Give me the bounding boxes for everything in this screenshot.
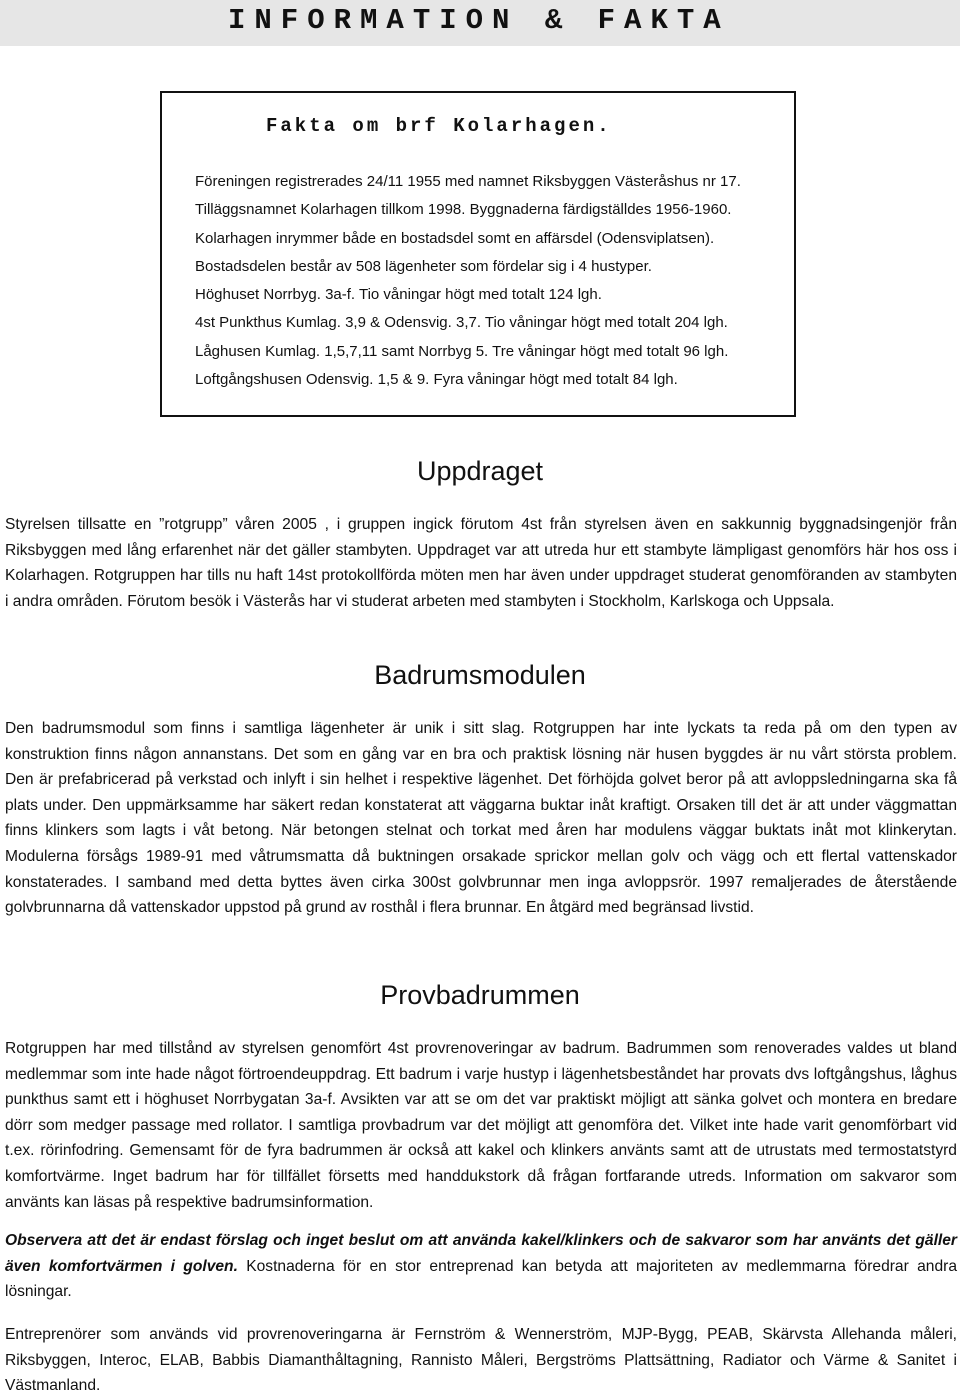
fact-line: Tilläggsnamnet Kolarhagen tillkom 1998. Byggnaderna färdigställdes 1956-1960. <box>195 201 732 219</box>
observera-emphasis: Observera att det är endast förslag och inget beslut om att använda kakel/klinkers och de sakvaror som har använts det gäller även komfortvärmen i golven. <box>5 1232 957 1275</box>
paragraph-badrumsmodulen: Den badrumsmodul som finns i samtliga lägenheter är unik i sitt slag. Rotgruppen har inte lyckats ta reda på om den typen av konstruktion finns någon annanstans. Det som en gång var en bra och praktisk lösning när husen byggdes är nu vårt största problem. Den är prefabricerad på verkstad och inlyft i sin helhet i respektive lägenhet. Det förhöjda golvet beror på att avloppsledningarna ska få plats under. Den uppmärksamme har säkert redan konstaterat att väggarna buktar inåt kraftigt. Orsaken till det är att under väggmattan finns klinkers som lagts i våt betong. När betongen stelnat och torkat med åren har modulens väggar buktats inåt mot klinkerytan. Modulerna försågs 1989-91 med våtrumsmatta då buktningen orsakade sprickor mellan golv och vägg och ett flertal vattenskador konstaterades. I samband med detta byttes även cirka 300st golvbrunnar men inga avloppsrör. 1997 remaljerades de återstående golvbrunnarna då vattenskador uppstod på grund av rosthål i flera brunnar. En åtgärd med begränsad livstid. <box>5 720 957 917</box>
fact-line: Bostadsdelen består av 508 lägenheter som fördelar sig i 4 hustyper. <box>195 257 652 275</box>
fact-list <box>195 168 741 394</box>
fact-line: Låghusen Kumlag. 1,5,7,11 samt Norrbyg 5. Tre våningar högt med totalt 96 lgh. <box>195 342 729 360</box>
heading-uppdraget: Uppdraget <box>416 456 544 486</box>
paragraph-uppdraget: Styrelsen tillsatte en ”rotgrupp” våren 2005 , i gruppen ingick förutom 4st från styrelsen även en sakkunnig byggnadsingenjör från Riksbyggen med lång erfarenhet när det gäller stambyten. Uppdraget var att utreda hur ett stambyte lämpligast genomförs här hos oss i Kolarhagen. Rotgruppen har tills nu haft 14st protokollförda möten men har även under uppdraget studerat genomföranden av stambyten i andra områden. Förutom besök i Västerås har vi studerat arbeten med stambyten i Stockholm, Karlskoga och Uppsala. <box>5 516 957 610</box>
fact-line: Höghuset Norrbyg. 3a-f. Tio våningar högt med totalt 124 lgh. <box>195 286 602 304</box>
fact-line: 4st Punkthus Kumlag. 3,9 & Odensvig. 3,7. Tio våningar högt med totalt 204 lgh. <box>195 314 728 332</box>
paragraph-entreprenorer: Entreprenörer som används vid provrenoveringarna är Fernström & Wennerström, MJP-Bygg, PEAB, Skärvsta Allehanda måleri, Riksbyggen, Interoc, ELAB, Babbis Diamanthåltagning, Rannisto Måleri, Bergströms Plattsättning, Radiator och Värme & Sanitet i Västmanland. <box>5 1326 957 1395</box>
observera-rest: Kostnaderna för en stor entreprenad kan betyda att majoriteten av medlemmarna föredrar andra lösningar. <box>5 1257 957 1301</box>
fact-box-title: Fakta om brf Kolarhagen. <box>266 115 612 137</box>
fact-line: Loftgångshusen Odensvig. 1,5 & 9. Fyra våningar högt med totalt 84 lgh. <box>195 371 678 389</box>
heading-badrumsmodulen: Badrumsmodulen <box>374 660 586 690</box>
fact-line: Kolarhagen inrymmer både en bostadsdel somt en affärsdel (Odensviplatsen). <box>195 229 715 247</box>
header-bar <box>0 0 960 46</box>
paragraph-observera <box>5 1228 957 1305</box>
fact-line: Föreningen registrerades 24/11 1955 med namnet Riksbyggen Västeråshus nr 17. <box>195 173 741 190</box>
fact-box <box>160 91 796 417</box>
page-title: INFORMATION & FAKTA <box>228 4 730 37</box>
paragraph-provbadrummen: Rotgruppen har med tillstånd av styrelsen genomfört 4st provrenoveringar av badrum. Badrummen som renoverades valdes ut bland medlemmar som inte hade något förtroendeuppdrag. Ett badrum i varje hustyp i lägenhetsbeståndet har provats dvs loftgångshus, låghus punkthus samt ett i höghuset Norrbygatan 3a-f. Avsikten var att se om det var praktiskt möjligt att sänka golvet och montera en bredare dörr som medger passage med rollator. I samtliga provbadrum var det möjligt att genomföra det. Vilket inte hade varit genomförbart vid t.ex. rörinfodring. Gemensamt för de fyra badrummen är också att kakel och klinkers använts samt att de utrustats med termostatstyrd komfortvärme. Inget badrum har för tillfället försetts med handdukstork då frågan fortfarande utreds. Information om sakvaror som använts kan läsas på respektive badrumsinformation. <box>5 1040 957 1211</box>
heading-provbadrummen: Provbadrummen <box>380 980 580 1010</box>
